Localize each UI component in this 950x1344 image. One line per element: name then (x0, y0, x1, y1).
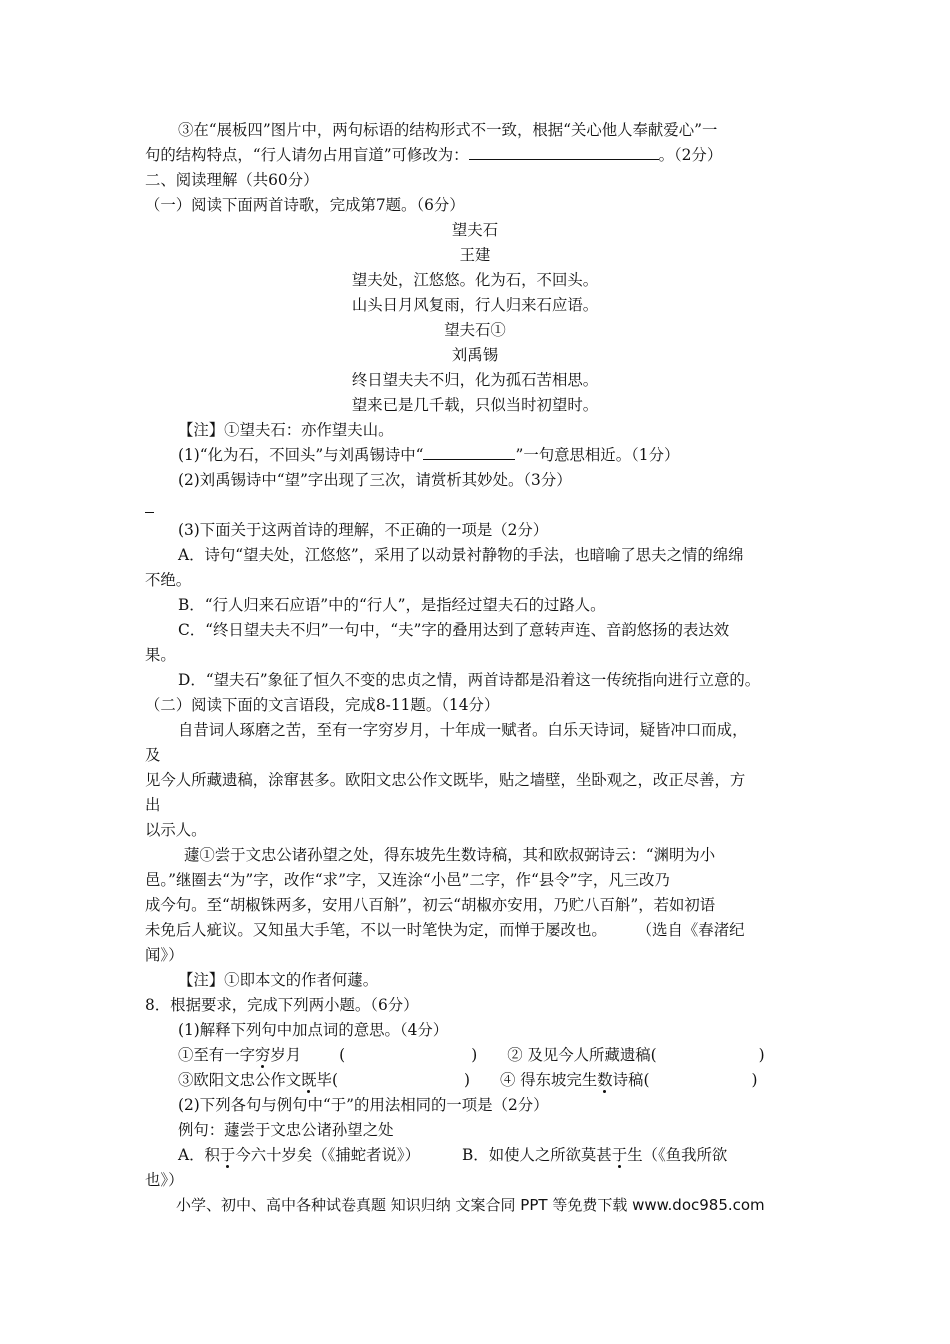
q8-item2: ② 及见今人所藏遗稿 (507, 1046, 651, 1064)
answer-dash (145, 512, 154, 513)
q8-option-a: A．积于今六十岁矣（《捕蛇者说》） (178, 1146, 420, 1164)
poem2-author: 刘禹锡 (451, 346, 499, 364)
poem2-title: 望夫石① (444, 321, 506, 339)
passage-line: 自昔词人琢磨之苦，至有一字穷岁月，十年成一赋者。白乐天诗词，疑皆冲口而成， (178, 721, 748, 739)
q7-2: (2)刘禹锡诗中“望”字出现了三次，请赏析其妙处。（3分） (178, 471, 572, 489)
q6-3-score: 。（2分） (658, 146, 723, 164)
passage-source: （选自《春渚纪 (636, 921, 745, 939)
poem1-line: 望夫处，江悠悠。化为石，不回头。 (351, 271, 599, 289)
passage-text: 未免后人疵议。又知虽大手笔，不以一时笔快为定，而惮于屡改也。 (145, 921, 607, 939)
poem-note: 【注】①望夫石：亦作望夫山。 (178, 421, 394, 439)
passage-line: 邑。”继圈去“为”字，改作“求”字，又连涂“小邑”二字，作“县令”字，凡三改乃 (145, 871, 670, 889)
part1-title: （一）阅读下面两首诗歌，完成第7题。（6分） (145, 196, 465, 214)
q7-option-a: A．诗句“望夫处，江悠悠”，采用了以动景衬静物的手法，也暗喻了思夫之情的绵绵 (178, 546, 744, 564)
q7-option-a-cont: 不绝。 (145, 571, 192, 589)
q7-1 (178, 443, 679, 467)
q8-item4: ④ 得东坡完生数诗稿 (499, 1071, 644, 1089)
answer-blank[interactable]: ( ) (650, 1046, 765, 1064)
passage-line: 见今人所藏遗稿，涂窜甚多。欧阳文忠公作文既毕，贴之墙壁，坐卧观之，改正尽善，方 (145, 771, 746, 789)
q8-option-b-cont: 也》） (145, 1171, 184, 1189)
passage-line: 及 (145, 746, 161, 764)
passage-line: 蘧①尝于文忠公诸孙望之处，得东坡先生数诗稿，其和欧叔弼诗云：“渊明为小 (184, 846, 716, 864)
passage-line (145, 918, 744, 942)
q7-option-c: C．“终日望夫夫不归”一句中，“夫”字的叠用达到了意转声连、音韵悠扬的表达效 (178, 621, 730, 639)
answer-blank[interactable]: ( ) (643, 1071, 758, 1089)
poem1-author: 王建 (459, 246, 491, 264)
q8-example: 例句：蘧尝于文忠公诸孙望之处 (178, 1121, 394, 1139)
q7-1-score: ”一句意思相近。（1分） (515, 446, 680, 464)
q8-item-row (178, 1043, 765, 1067)
q6-3-line1: ③在“展板四”图片中，两句标语的结构形式不一致，根据“关心他人奉献爱心”一 (178, 121, 718, 139)
q8-sub2: (2)下列各句与例句中“于”的用法相同的一项是（2分） (178, 1096, 549, 1114)
poem2-line: 终日望夫夫不归，化为孤石苦相思。 (351, 371, 599, 389)
poem1-line: 山头日月风复雨，行人归来石应语。 (351, 296, 599, 314)
answer-blank[interactable] (469, 143, 659, 160)
q8-option-b: B．如使人之所欲莫甚于生（《鱼我所欲 (462, 1146, 728, 1164)
passage-line: 闻》） (145, 946, 184, 964)
q8-item1: ①至有一字穷岁月 (178, 1046, 302, 1064)
passage-line: 成今句。至“胡椒铢两多，安用八百斛”，初云“胡椒亦安用，乃贮八百斛”，若如初语 (145, 896, 716, 914)
q8-options-row (178, 1143, 727, 1167)
q8-item-row (178, 1068, 757, 1092)
q6-3-text: 句的结构特点，“行人请勿占用盲道”可修改为： (145, 146, 469, 164)
part2-title: （二）阅读下面的文言语段，完成8-11题。（14分） (145, 696, 500, 714)
passage-note: 【注】①即本文的作者何蘧。 (178, 971, 379, 989)
q7-3: (3)下面关于这两首诗的理解，不正确的一项是（2分） (178, 521, 549, 539)
answer-blank[interactable] (423, 443, 515, 460)
poem1-title: 望夫石 (451, 221, 499, 239)
footer: 小学、初中、高中各种试卷真题 知识归纳 文案合同 PPT 等免费下载 www.doc985.com (176, 1196, 765, 1214)
q7-option-d: D．“望夫石”象征了恒久不变的忠贞之情，两首诗都是沿着这一传统指向进行立意的。 (178, 671, 761, 689)
poem2-line: 望来已是几千载，只似当时初望时。 (351, 396, 599, 414)
q6-3-line2 (145, 143, 722, 167)
passage-line: 出 (145, 796, 161, 814)
answer-blank[interactable]: ( ) (331, 1071, 470, 1089)
q7-option-c-cont: 果。 (145, 646, 176, 664)
q8-sub1: (1)解释下列句中加点词的意思。（4分） (178, 1021, 449, 1039)
q7-option-b: B．“行人归来石应语”中的“行人”，是指经过望夫石的过路人。 (178, 596, 606, 614)
section2-title: 二、阅读理解（共60分） (145, 171, 319, 189)
q7-1-text: (1)“化为石，不回头”与刘禹锡诗中“ (178, 446, 424, 464)
q8-title: 8．根据要求，完成下列两小题。（6分） (145, 996, 419, 1014)
passage-line: 以示人。 (145, 821, 207, 839)
answer-blank[interactable]: ( ) (339, 1046, 478, 1064)
q8-item3: ③欧阳文忠公作文既毕 (178, 1071, 332, 1089)
